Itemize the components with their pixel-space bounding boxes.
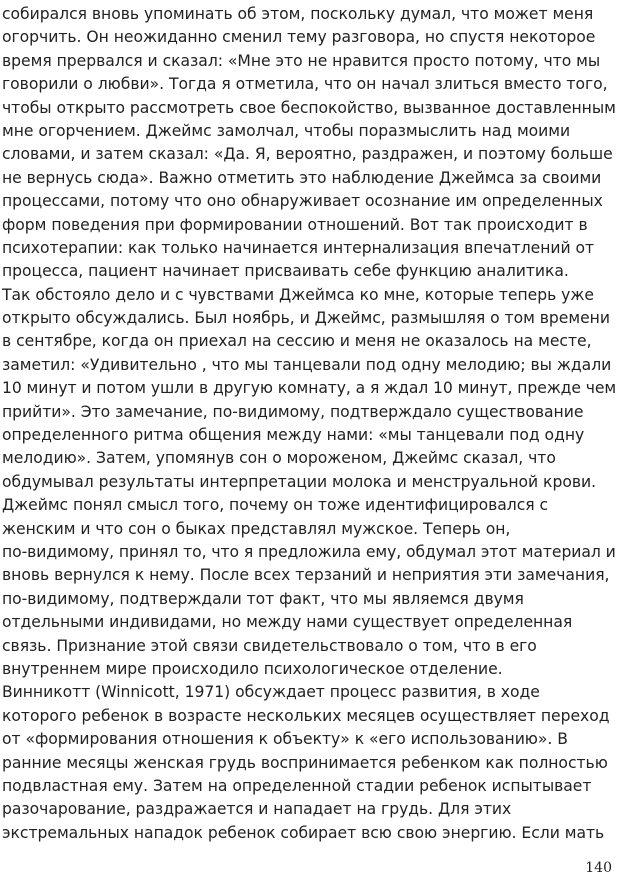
text-line: собирался вновь упоминать об этом, поскольку думал, что может меня <box>2 5 594 23</box>
text-line: которого ребенок в возрасте нескольких месяцев осуществляет переход <box>2 706 610 725</box>
page-number: 140 <box>585 860 612 876</box>
text-line: внутреннем мире происходило психологическое отделение. <box>2 659 503 678</box>
text-line: по-видимому, подтверждали тот факт, что мы являемся двумя <box>2 589 524 608</box>
text-line: прийти». Это замечание, по-видимому, подтверждало существование <box>2 402 584 421</box>
text-line: Так обстояло дело и с чувствами Джеймса ко мне, которые теперь уже <box>2 285 594 304</box>
text-line: определенного ритма общения между нами: «мы танцевали под одну <box>2 426 585 445</box>
text-line: словами, и затем сказал: «Да. Я, вероятно, раздражен, и поэтому больше <box>2 145 613 164</box>
text-line: женским и что сон о быках представлял мужское. Теперь он, <box>2 519 511 538</box>
text-line: в сентябре, когда он приехал на сессию и меня не оказалось на месте, <box>2 332 592 351</box>
text-line: по-видимому, принял то, что я предложила ему, обдумал этот материал и <box>2 542 616 561</box>
text-line: процессами, потому что оно обнаруживает осознание им определенных <box>2 192 603 211</box>
text-line: разочарование, раздражается и нападает на грудь. Для этих <box>2 800 512 819</box>
text-line: 10 минут и потом ушли в другую комнату, а я ждал 10 минут, прежде чем <box>2 379 617 398</box>
text-line: подвластная ему. Затем на определенной стадии ребенок испытывает <box>2 776 592 795</box>
text-line: Винникотт (Winnicott, 1971) обсуждает процесс развития, в ходе <box>2 683 540 702</box>
text-line: не вернусь сюда». Важно отметить это наблюдение Джеймса за своими <box>2 168 602 187</box>
text-line: отдельными индивидами, но между нами существует определенная <box>2 613 573 632</box>
text-line: время прервался и сказал: «Мне это не нравится просто потому, что мы <box>2 51 601 70</box>
text-line: от «формирования отношения к объекту» к «его использованию». В <box>2 730 568 749</box>
text-line: вновь вернулся к нему. После всех терзаний и неприятия эти замечания, <box>2 566 610 585</box>
text-line: психотерапии: как только начинается интернализация впечатлений от <box>2 238 595 257</box>
text-line: связь. Признание этой связи свидетельствовало о том, что в его <box>2 636 537 655</box>
text-line: ранние месяцы женская грудь воспринимается ребенком как полностью <box>2 753 608 772</box>
text-line: заметил: «Удивительно , что мы танцевали под одну мелодию; вы ждали <box>2 355 612 374</box>
text-line: экстремальных нападок ребенок собирает всю свою энергию. Если мать <box>2 823 605 842</box>
text-line: форм поведения при формировании отношений. Вот так происходит в <box>2 215 588 234</box>
text-line: обдумывал результаты интерпретации молока и менструальной крови. <box>2 472 597 491</box>
text-line: мелодию». Затем, упомянув сон о мороженом, Джеймс сказал, что <box>2 449 556 468</box>
text-line: чтобы открыто рассмотреть свое беспокойство, вызванное доставленным <box>2 98 616 117</box>
text-line: открыто обсуждались. Был ноябрь, и Джеймс, размышляя о том времени <box>2 309 610 328</box>
text-line: процесса, пациент начинает присваивать себе функцию аналитика. <box>2 262 569 281</box>
text-line: говорили о любви». Тогда я отметила, что он начал злиться вместо того, <box>2 75 608 94</box>
body-text <box>2 3 618 845</box>
text-line: мне огорчением. Джеймс замолчал, чтобы поразмыслить над моими <box>2 121 571 140</box>
text-line: огорчить. Он неожиданно сменил тему разговора, но спустя некоторое <box>2 28 596 47</box>
text-line: Джеймс понял смысл того, почему он тоже идентифицировался с <box>2 496 549 515</box>
